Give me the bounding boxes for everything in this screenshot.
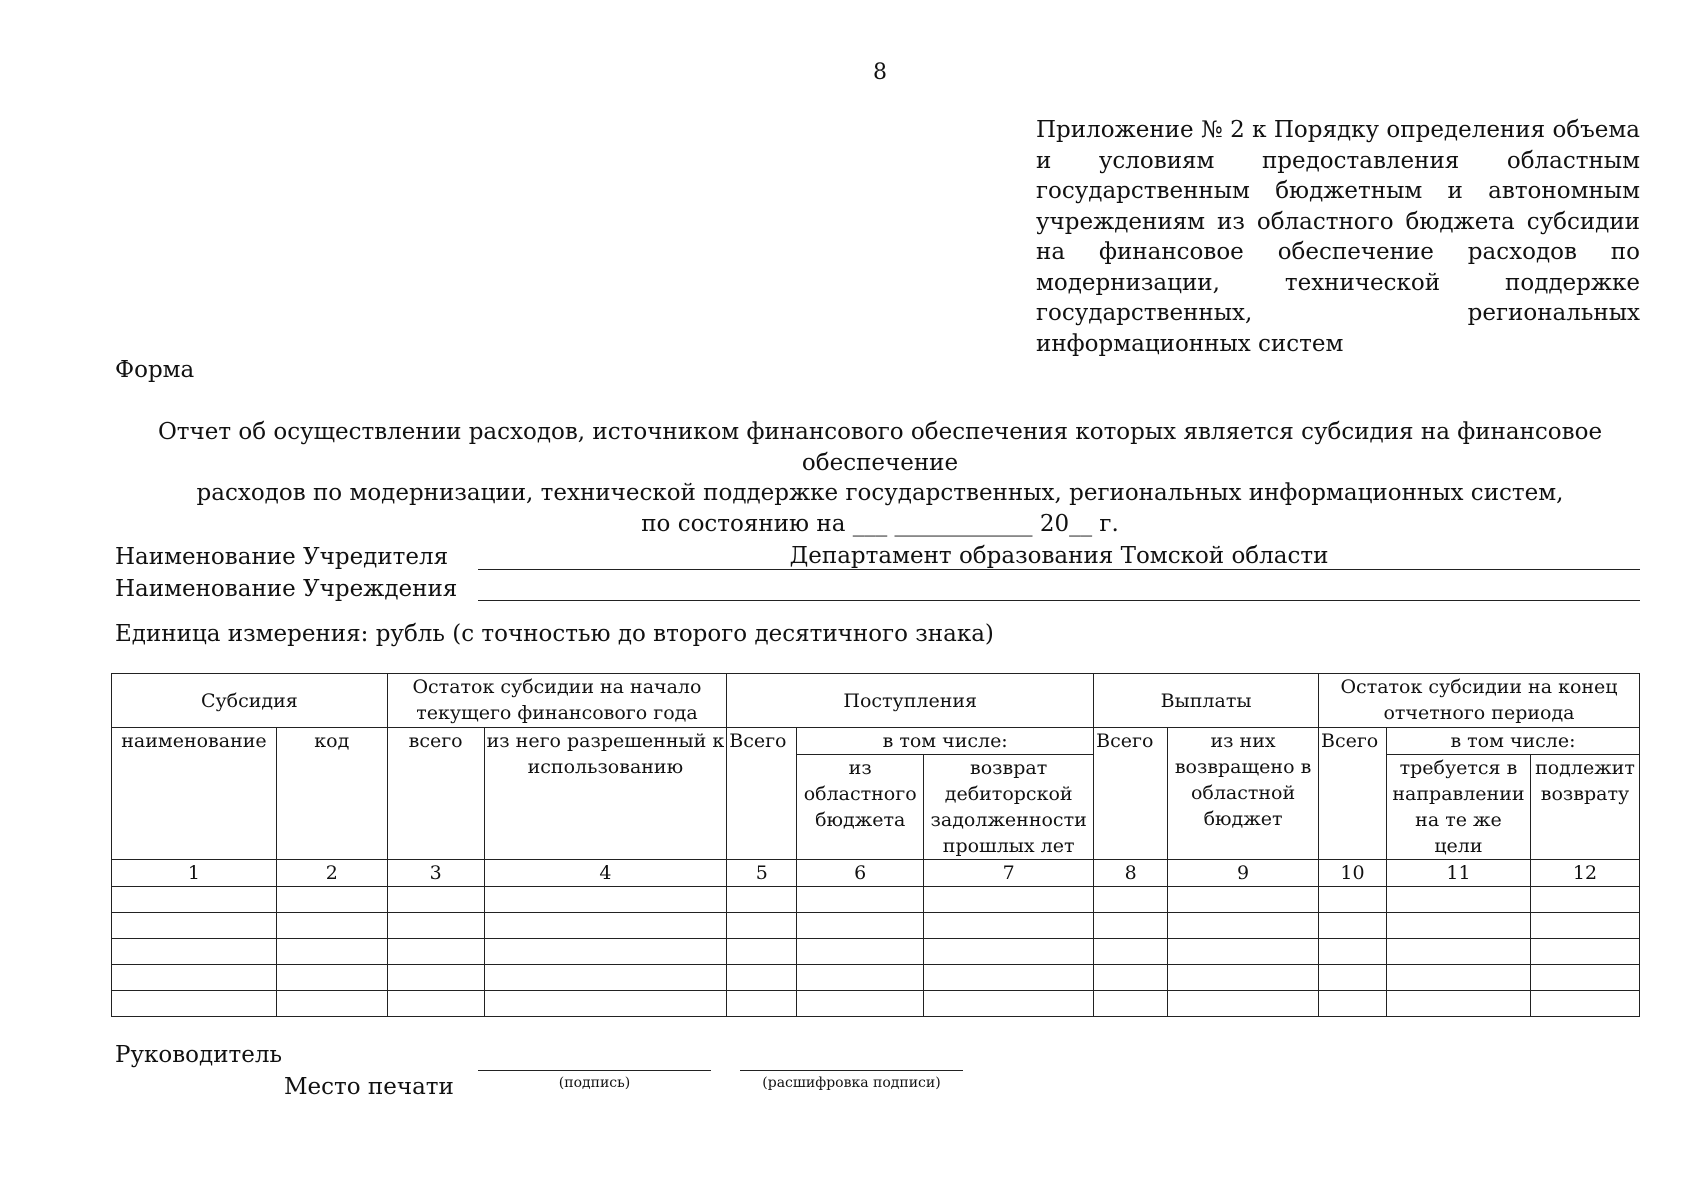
column-number: 12 — [1530, 860, 1639, 887]
signature-caption: (подпись) — [558, 1075, 631, 1091]
table-cell — [1530, 887, 1639, 913]
table-cell — [1319, 913, 1387, 939]
table-cell — [484, 913, 727, 939]
table-cell — [727, 887, 797, 913]
table-row — [112, 965, 1640, 991]
table-cell — [276, 991, 387, 1017]
table-row — [112, 991, 1640, 1017]
table-cell — [1319, 965, 1387, 991]
table-cell — [1530, 939, 1639, 965]
table-cell — [1386, 913, 1530, 939]
table-cell — [484, 939, 727, 965]
signature-decode-caption: (расшифровка подписи) — [762, 1075, 941, 1091]
table-cell — [112, 939, 277, 965]
table-cell — [727, 939, 797, 965]
stamp-place: Место печати — [284, 1074, 454, 1100]
column-number: 11 — [1386, 860, 1530, 887]
measurement-units: Единица измерения: рубль (с точностью до второго десятичного знака) — [115, 621, 994, 647]
table-cell — [1319, 991, 1387, 1017]
header-code: код — [276, 728, 387, 860]
table-cell — [1319, 887, 1387, 913]
signatory-role: Руководитель — [115, 1042, 282, 1068]
header-row-2 — [112, 728, 1640, 755]
table-cell — [1094, 887, 1168, 913]
title-line-3: по состоянию на ___ ____________ 20__ г. — [641, 510, 1119, 537]
table-cell — [1168, 965, 1319, 991]
table-cell — [1530, 913, 1639, 939]
form-label: Форма — [115, 357, 195, 383]
header-row-1 — [112, 674, 1640, 728]
founder-label: Наименование Учредителя — [115, 544, 449, 570]
header-receipts: Поступления — [727, 674, 1094, 728]
table-cell — [1168, 991, 1319, 1017]
table-cell — [112, 965, 277, 991]
table-cell — [1094, 965, 1168, 991]
header-receipts-including: в том числе: — [797, 728, 1094, 755]
table-cell — [1168, 913, 1319, 939]
table-cell — [1319, 939, 1387, 965]
table-cell — [1386, 939, 1530, 965]
table-cell — [797, 887, 924, 913]
table-cell — [924, 939, 1094, 965]
table-cell — [727, 991, 797, 1017]
table-cell — [276, 965, 387, 991]
header-same-purpose: требуется в направлении на те же цели — [1386, 755, 1530, 860]
title-line-2: расходов по модернизации, технической поддержке государственных, региональных информационных систем, — [196, 480, 1564, 506]
table-cell — [112, 913, 277, 939]
table-cell — [797, 965, 924, 991]
appendix-reference: Приложение № 2 к Порядку определения объема и условиям предоставления областным государственным бюджетным и автономным учреждениям из областного бюджета субсидии на финансовое обеспечение расходов по модернизации, технической поддержке государственных, региональных информационных систем — [1036, 117, 1640, 357]
table-cell — [924, 887, 1094, 913]
header-allowed: из него разрешенный к использованию — [484, 728, 727, 860]
table-row — [112, 913, 1640, 939]
header-subsidy: Субсидия — [112, 674, 388, 728]
column-number: 4 — [484, 860, 727, 887]
table-row — [112, 939, 1640, 965]
table-cell — [797, 913, 924, 939]
table-cell — [276, 939, 387, 965]
table-cell — [484, 991, 727, 1017]
column-number: 2 — [276, 860, 387, 887]
header-balance-start: Остаток субсидии на начало текущего финансового года — [387, 674, 727, 728]
column-number: 10 — [1319, 860, 1387, 887]
header-payments: Выплаты — [1094, 674, 1319, 728]
column-number: 7 — [924, 860, 1094, 887]
table-cell — [1530, 965, 1639, 991]
header-balance-end: Остаток субсидии на конец отчетного периода — [1319, 674, 1640, 728]
table-cell — [1168, 939, 1319, 965]
table-cell — [387, 913, 484, 939]
table-cell — [924, 991, 1094, 1017]
header-total-start: всего — [387, 728, 484, 860]
table-cell — [1094, 991, 1168, 1017]
signature-line — [478, 1046, 711, 1071]
table-cell — [484, 965, 727, 991]
table-cell — [387, 991, 484, 1017]
table-cell — [387, 939, 484, 965]
table-cell — [1168, 887, 1319, 913]
table-cell — [797, 991, 924, 1017]
report-table — [111, 673, 1640, 1017]
table-cell — [797, 939, 924, 965]
institution-value — [478, 574, 1640, 601]
header-name: наименование — [112, 728, 277, 860]
table-cell — [276, 913, 387, 939]
table-cell — [1386, 965, 1530, 991]
column-number: 3 — [387, 860, 484, 887]
header-balance-end-total: Всего — [1319, 728, 1387, 860]
header-receivables-return: возврат дебиторской задолженности прошлых лет — [924, 755, 1094, 860]
table-cell — [727, 913, 797, 939]
table-cell — [387, 965, 484, 991]
table-row — [112, 887, 1640, 913]
table-cell — [484, 887, 727, 913]
table-cell — [924, 913, 1094, 939]
founder-value: Департамент образования Томской области — [478, 543, 1640, 570]
header-returned: из них возвращено в областной бюджет — [1168, 728, 1319, 860]
table-cell — [387, 887, 484, 913]
table-cell — [1386, 887, 1530, 913]
table-cell — [112, 887, 277, 913]
table-cell — [1094, 939, 1168, 965]
table-cell — [1386, 991, 1530, 1017]
header-payments-total: Всего — [1094, 728, 1168, 860]
column-number: 9 — [1168, 860, 1319, 887]
column-number: 5 — [727, 860, 797, 887]
title-line-1: Отчет об осуществлении расходов, источником финансового обеспечения которых является субсидия на финансовое обеспечение — [157, 419, 1603, 476]
column-number-row — [112, 860, 1640, 887]
table-cell — [1530, 991, 1639, 1017]
table-cell — [1094, 913, 1168, 939]
signature-decode-line — [740, 1046, 963, 1071]
institution-label: Наименование Учреждения — [115, 576, 458, 602]
column-number: 1 — [112, 860, 277, 887]
header-to-return: подлежит возврату — [1530, 755, 1639, 860]
header-balance-end-including: в том числе: — [1386, 728, 1639, 755]
header-receipts-total: Всего — [727, 728, 797, 860]
table-cell — [727, 965, 797, 991]
table-cell — [112, 991, 277, 1017]
header-regional-budget: из областного бюджета — [797, 755, 924, 860]
column-number: 6 — [797, 860, 924, 887]
report-title — [115, 417, 1645, 539]
column-number: 8 — [1094, 860, 1168, 887]
table-cell — [276, 887, 387, 913]
table-cell — [924, 965, 1094, 991]
page-number: 8 — [873, 60, 887, 85]
